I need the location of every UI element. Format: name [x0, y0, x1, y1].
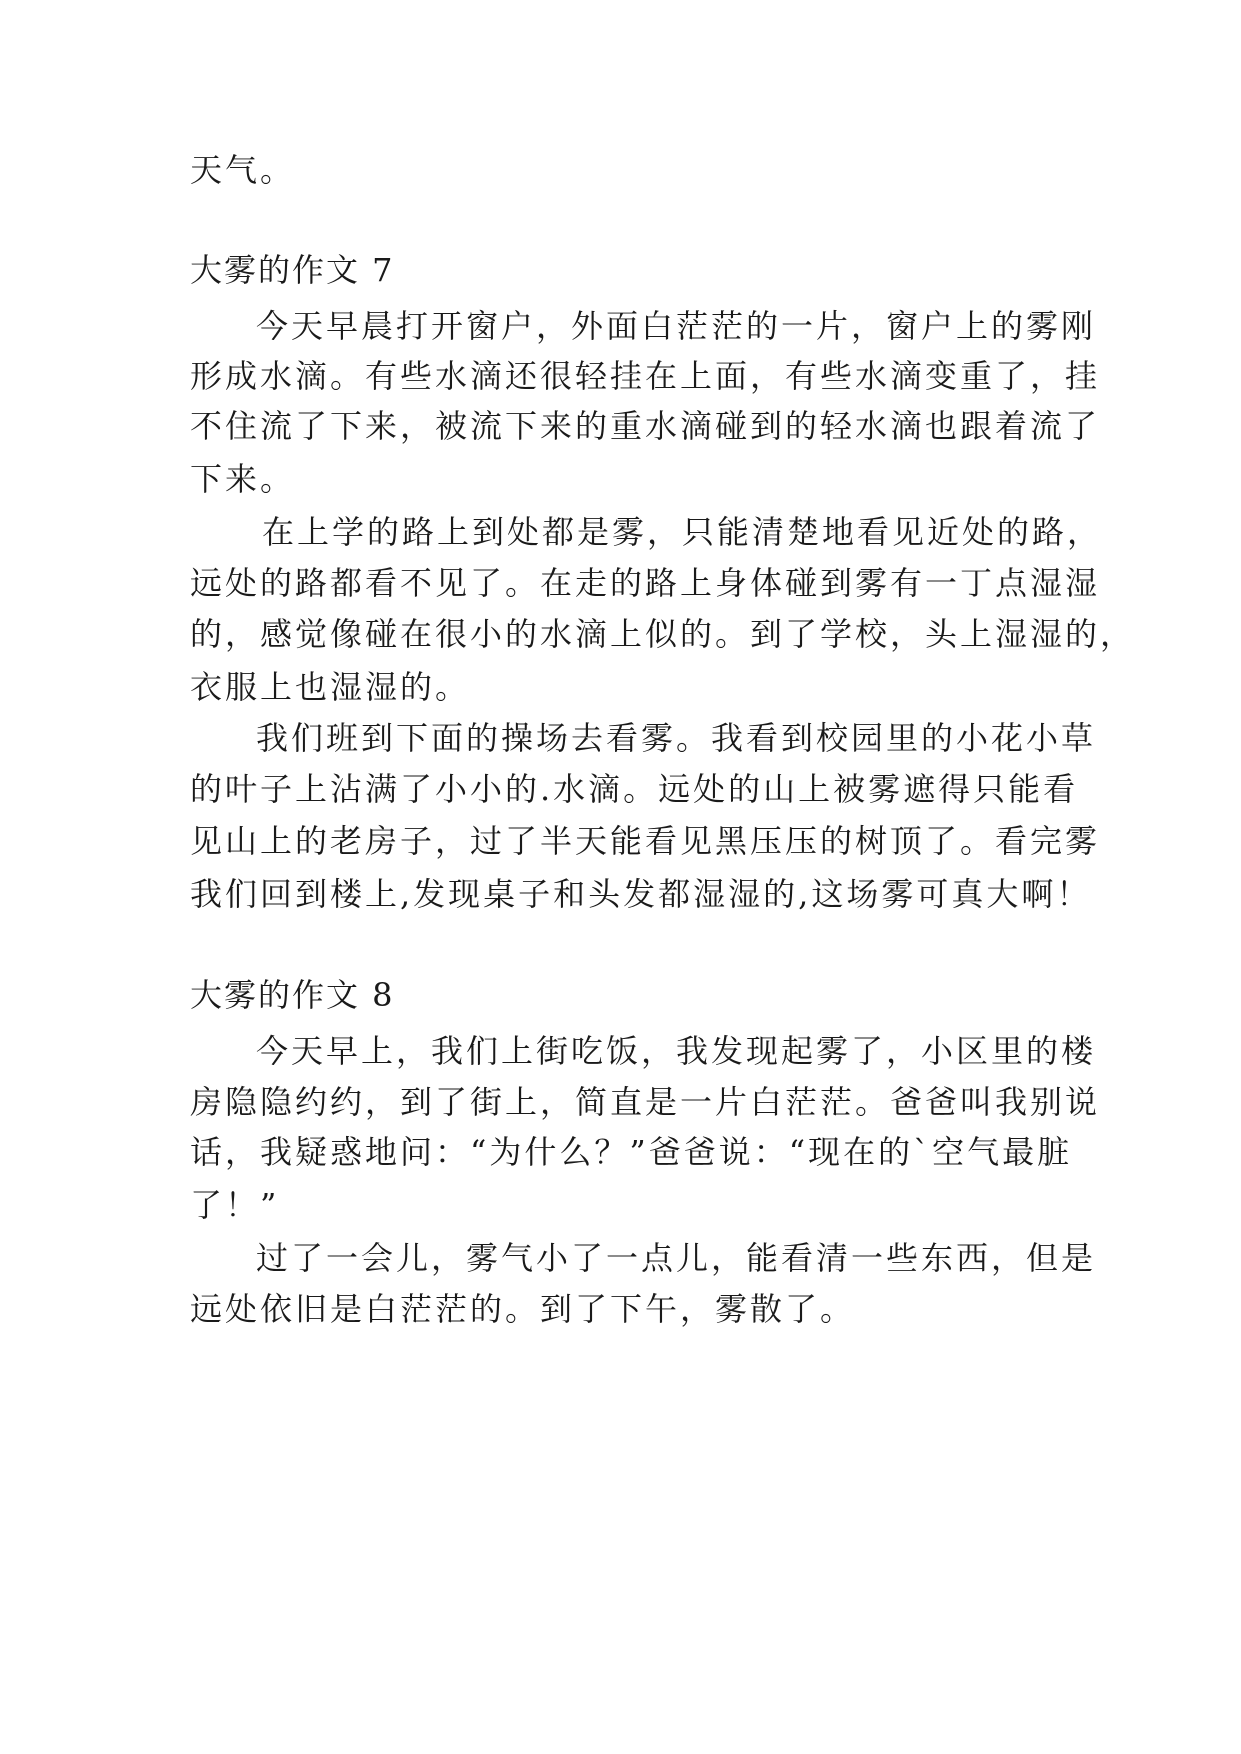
section-title: 大雾的作文 8 [190, 976, 395, 1014]
paragraph-line: 不住流了下来，被流下来的重水滴碰到的轻水滴也跟着流了 [190, 407, 1101, 445]
paragraph-line: 远处的路都看不见了。在走的路上身体碰到雾有一丁点湿湿 [190, 564, 1101, 602]
opening-line: 天气。 [190, 151, 296, 189]
paragraph-line: 过了一会儿，雾气小了一点儿，能看清一些东西，但是 [256, 1239, 1097, 1277]
paragraph-line: 下来。 [190, 460, 296, 498]
section-title: 大雾的作文 7 [190, 251, 395, 289]
paragraph-line: 今天早上，我们上街吃饭，我发现起雾了，小区里的楼 [256, 1032, 1097, 1070]
paragraph-line: 的叶子上沾满了小小的.水滴。远处的山上被雾遮得只能看 [190, 770, 1079, 808]
paragraph-line: 远处依旧是白茫茫的。到了下午，雾散了。 [190, 1290, 856, 1328]
paragraph-line: 在上学的路上到处都是雾，只能清楚地看见近处的路， [262, 513, 1103, 551]
paragraph-line: 形成水滴。有些水滴还很轻挂在上面，有些水滴变重了，挂 [190, 357, 1101, 395]
paragraph-line: 我们回到楼上,发现桌子和头发都湿湿的,这场雾可真大啊！ [190, 875, 1092, 913]
paragraph-line: 话，我疑惑地问：“为什么？”爸爸说：“现在的`空气最脏 [190, 1133, 1073, 1171]
paragraph-line: 见山上的老房子，过了半天能看见黑压压的树顶了。看完雾 [190, 822, 1101, 860]
paragraph-line: 房隐隐约约，到了街上，简直是一片白茫茫。爸爸叫我别说 [190, 1083, 1101, 1121]
paragraph-line: 的，感觉像碰在很小的水滴上似的。到了学校，头上湿湿的， [190, 615, 1136, 653]
paragraph-line: 今天早晨打开窗户，外面白茫茫的一片，窗户上的雾刚 [256, 307, 1097, 345]
paragraph-line: 了！” [190, 1186, 280, 1224]
paragraph-line: 衣服上也湿湿的。 [190, 668, 471, 706]
paragraph-line: 我们班到下面的操场去看雾。我看到校园里的小花小草 [256, 719, 1097, 757]
